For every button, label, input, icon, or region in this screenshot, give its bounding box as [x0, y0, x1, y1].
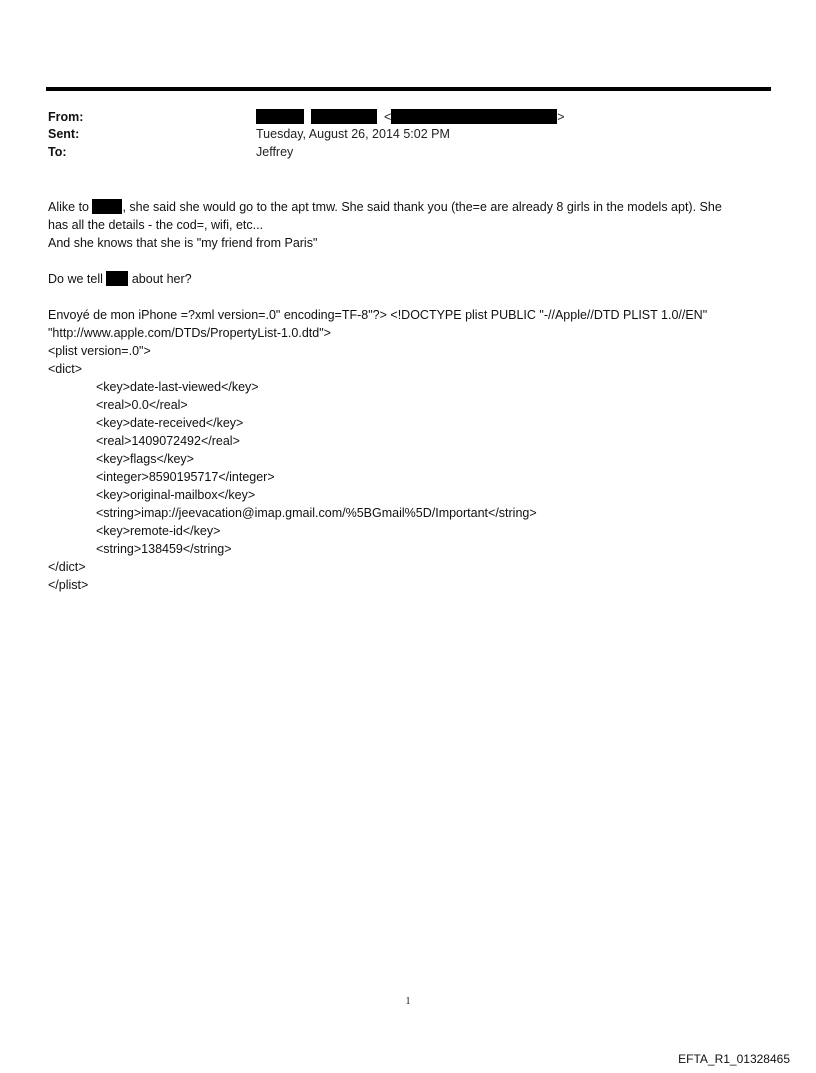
to-value: Jeffrey	[256, 145, 294, 159]
body-line: <dict>	[48, 362, 83, 376]
header-rule	[46, 87, 771, 91]
plist-line: <key>date-last-viewed</key>	[96, 380, 259, 394]
from-email-open: <	[383, 110, 392, 124]
body-line: has all the details - the cod=, wifi, etc...	[48, 218, 264, 232]
body-text: , she said she would go to the apt tmw. She said thank you (the=e are already 8 girls in the models apt). She	[122, 200, 722, 214]
body-line: "http://www.apple.com/DTDs/PropertyList-1.0.dtd">	[48, 326, 331, 340]
body-text: Do we tell	[48, 272, 107, 286]
from-label: From:	[48, 110, 84, 124]
plist-line: <real>0.0</real>	[96, 398, 188, 412]
redaction-box	[106, 271, 128, 286]
page-number: 1	[405, 996, 411, 1007]
from-email-close: >	[557, 110, 565, 124]
plist-line: <string>imap://jeevacation@imap.gmail.com/%5BGmail%5D/Important</string>	[96, 506, 537, 520]
plist-line: <string>138459</string>	[96, 542, 232, 556]
sent-value: Tuesday, August 26, 2014 5:02 PM	[256, 127, 450, 141]
from-value	[256, 109, 565, 124]
redaction-box	[391, 109, 557, 124]
plist-line: <key>date-received</key>	[96, 416, 244, 430]
body-line: <plist version=.0">	[48, 344, 151, 358]
plist-line: <key>flags</key>	[96, 452, 194, 466]
redaction-box	[92, 199, 122, 214]
redaction-box	[256, 109, 304, 124]
body-line	[48, 270, 773, 288]
message-body	[48, 198, 773, 594]
to-label: To:	[48, 145, 67, 159]
body-text: Alike to	[48, 200, 93, 214]
plist-line: <key>remote-id</key>	[96, 524, 221, 538]
blank-line	[48, 288, 773, 306]
plist-line: <integer>8590195717</integer>	[96, 470, 275, 484]
body-line: Envoyé de mon iPhone =?xml version=.0" encoding=TF-8"?> <!DOCTYPE plist PUBLIC "-//Apple//DTD PLIST 1.0//EN"	[48, 308, 708, 322]
document-id: EFTA_R1_01328465	[678, 1052, 790, 1066]
blank-line	[48, 252, 773, 270]
body-line	[48, 198, 773, 216]
body-line: </plist>	[48, 578, 89, 592]
body-text: about her?	[128, 272, 192, 286]
sent-label: Sent:	[48, 127, 80, 141]
body-line: </dict>	[48, 560, 86, 574]
plist-line: <real>1409072492</real>	[96, 434, 240, 448]
plist-line: <key>original-mailbox</key>	[96, 488, 256, 502]
redaction-box	[311, 109, 377, 124]
body-line: And she knows that she is "my friend from Paris"	[48, 236, 318, 250]
